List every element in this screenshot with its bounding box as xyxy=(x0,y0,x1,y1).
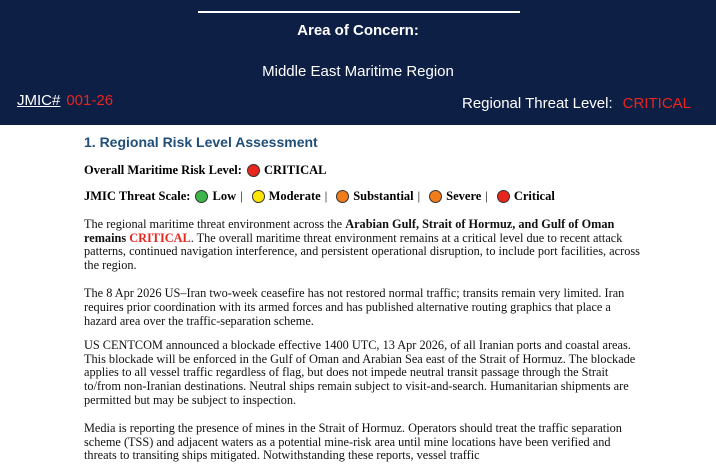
scale-separator: | xyxy=(417,189,421,203)
p1-rest: . The overall maritime threat environment remains at a critical level due to recent attack patterns, continued navigation interference, and persistent operational disruption, to include port facilities, across the region. xyxy=(84,230,640,272)
header-rule xyxy=(198,11,520,13)
scale-severe: Severe xyxy=(446,189,482,203)
moderate-dot-icon xyxy=(252,190,265,203)
paragraph-mines: Media is reporting the presence of mines in the Strait of Hormuz. Operators should treat the traffic separation scheme (TSS) and adjacent waters as a potential mine-risk area until mine locations have been verified and threats to transiting ships mitigated. Notwithstanding these reports, vessel traffic xyxy=(84,421,622,463)
scale-substantial: Substantial xyxy=(353,189,414,203)
critical-dot-icon xyxy=(247,164,260,177)
threat-level-label: Regional Threat Level: xyxy=(462,95,613,112)
threat-scale-label: JMIC Threat Scale: xyxy=(84,189,191,203)
jmic-reference xyxy=(17,92,113,109)
p1-critical: CRITICAL xyxy=(129,230,191,245)
scale-low: Low xyxy=(212,189,237,203)
substantial-dot-icon xyxy=(336,190,349,203)
paragraph-threat-environment xyxy=(84,218,644,272)
scale-critical: Critical xyxy=(513,189,555,203)
report-body xyxy=(84,134,644,463)
section-heading: 1. Regional Risk Level Assessment xyxy=(84,134,318,150)
critical-scale-dot-icon xyxy=(497,190,510,203)
severe-dot-icon xyxy=(429,190,442,203)
scale-moderate: Moderate xyxy=(268,189,321,203)
threat-level-value: CRITICAL xyxy=(622,95,691,112)
region-name: Middle East Maritime Region xyxy=(262,63,454,80)
low-dot-icon xyxy=(195,190,208,203)
p1-start: The regional maritime threat environment across the xyxy=(84,217,346,231)
paragraph-blockade: US CENTCOM announced a blockade effective 1400 UTC, 13 Apr 2026, of all Iranian ports and coastal areas. This blockade will be enforced in the Gulf of Oman and Arabian Sea east of the Strait of Hormuz. The blockade applies to all vessel traffic regardless of flag, but does not impede neutral transit passage through the Strait to/from non-Iranian destinations. Neutral ships remain subject to visit-and-search. Humanitarian shipments are permitted but may be subject to inspection. xyxy=(84,338,636,407)
scale-separator: | xyxy=(240,189,243,203)
scale-separator: | xyxy=(324,189,328,203)
p1-bold: Arabian Gulf, Strait of Hormuz, and Gulf of Oman remains xyxy=(84,217,615,245)
overall-risk-label: Overall Maritime Risk Level: xyxy=(84,163,242,177)
report-header xyxy=(0,0,716,125)
jmic-number: 001-26 xyxy=(66,92,114,109)
area-of-concern-label: Area of Concern: xyxy=(297,22,419,39)
overall-risk-value: CRITICAL xyxy=(263,163,327,177)
paragraph-ceasefire: The 8 Apr 2026 US–Iran two-week ceasefire has not restored normal traffic; transits remain very limited. Iran requires prior coordination with its armed forces and has published alternative routing graphics that place a hazard area over the traffic-separation scheme. xyxy=(84,286,625,328)
threat-scale-line xyxy=(84,189,644,204)
scale-separator: | xyxy=(485,189,488,203)
regional-threat-level xyxy=(462,95,691,112)
overall-risk-line xyxy=(84,163,644,178)
jmic-label-link[interactable]: JMIC# xyxy=(17,92,61,109)
